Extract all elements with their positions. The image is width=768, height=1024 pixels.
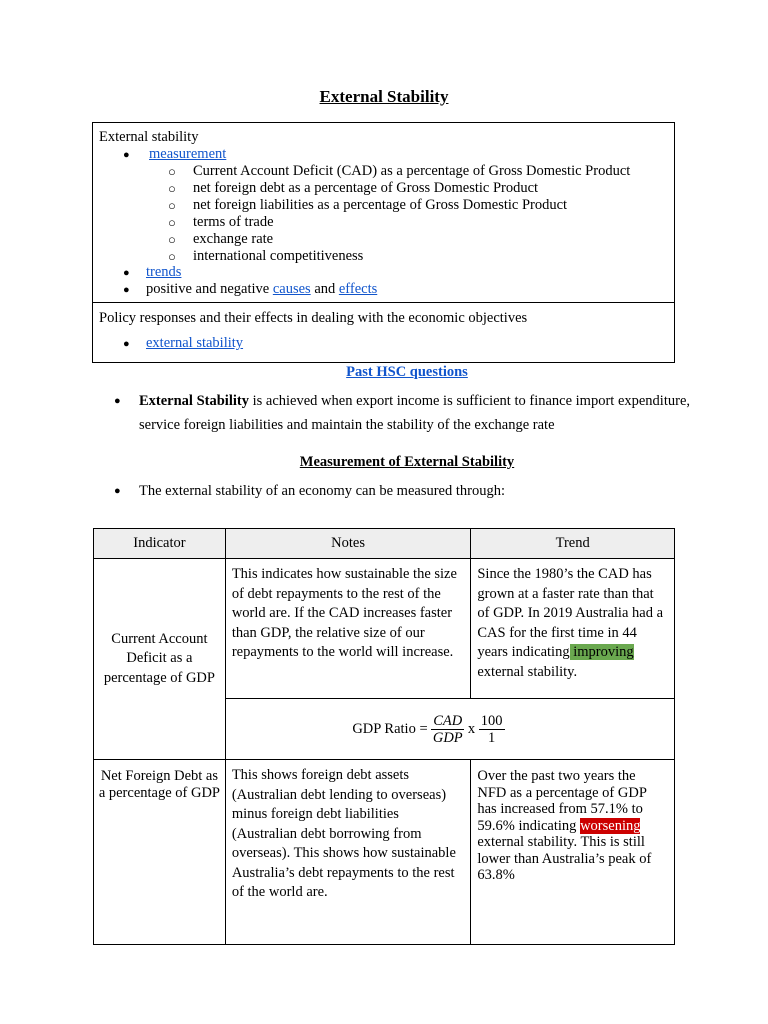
page-title: External Stability: [319, 87, 449, 106]
circle-bullet-icon: ○: [168, 232, 176, 247]
list-item: ○ exchange rate: [168, 231, 274, 247]
definition-term: External Stability: [139, 393, 249, 409]
bullet-icon: ●: [123, 284, 130, 296]
cad-indicator: Current Account Deficit as a percentage of GDP: [94, 559, 226, 760]
list-item: ○ Current Account Deficit (CAD) as a percentage of Gross Domestic Product: [168, 163, 631, 179]
definition-text: is achieved when export income is sufficient to finance import expenditure, service foreign liabilities and maintain the stability of the exchange rate: [139, 393, 691, 433]
circle-bullet-icon: ○: [168, 215, 176, 230]
cad-notes: This indicates how sustainable the size of debt repayments to the rest of the world are. If the CAD increases faster than GDP, the relative size of our repayments to the world will increase.: [225, 559, 471, 699]
bullet-icon: ●: [114, 395, 121, 407]
header-notes: Notes: [225, 529, 471, 559]
list-item: ○ net foreign liabilities as a percentage of Gross Domestic Product: [168, 197, 568, 213]
bullet-icon: ●: [123, 149, 130, 161]
measurement-link[interactable]: measurement: [149, 146, 227, 162]
improving-highlight: improving: [569, 644, 634, 660]
external-stability-link[interactable]: external stability: [146, 335, 244, 351]
nfd-indicator: Net Foreign Debt as a percentage of GDP: [94, 760, 226, 945]
table-row: [94, 559, 675, 699]
list-item: ○ net foreign debt as a percentage of Gross Domestic Product: [168, 180, 539, 196]
effects-line: positive and negative causes and effects: [146, 281, 378, 297]
bullet-icon: ●: [114, 485, 121, 497]
bullet-icon: ●: [123, 338, 130, 350]
table-row: [94, 760, 675, 945]
circle-bullet-icon: ○: [168, 249, 176, 264]
bullet-icon: ●: [123, 267, 130, 279]
policy-item: [123, 335, 130, 353]
trends-link[interactable]: trends: [146, 264, 182, 280]
circle-bullet-icon: ○: [168, 181, 176, 196]
effects-link[interactable]: effects: [338, 281, 378, 297]
definition-paragraph: [139, 389, 699, 437]
cad-trend: Since the 1980’s the CAD has grown at a faster rate than that of GDP. In 2019 Australia had a CAS for the first time in 44 years indicating improving external stability.: [471, 559, 675, 699]
causes-link[interactable]: causes: [272, 281, 311, 297]
measures-list: [168, 163, 668, 265]
syllabus-box: [92, 122, 675, 303]
policy-heading: Policy responses and their effects in dealing with the economic objectives: [99, 310, 528, 326]
policy-box: [92, 302, 675, 363]
list-item: ○ international competitiveness: [168, 248, 364, 264]
past-hsc-questions-link[interactable]: Past HSC questions: [346, 364, 468, 380]
circle-bullet-icon: ○: [168, 198, 176, 213]
measurement-intro: The external stability of an economy can be measured through:: [139, 483, 505, 499]
header-indicator: Indicator: [94, 529, 226, 559]
measurement-item: [123, 146, 130, 164]
table-header-row: [94, 529, 675, 559]
worsening-highlight: worsening: [580, 817, 641, 834]
nfd-trend: Over the past two years the NFD as a percentage of GDP has increased from 57.1% to 59.6% indicating worsening external stability. This is still lower than Australia’s peak of 63.8%: [471, 760, 675, 945]
gdp-ratio-formula: GDP Ratio = $\frac{\text{CAD}}{\text{GDP}}$ x $\frac{100}{1}$: [225, 699, 674, 760]
nfd-notes: This shows foreign debt assets (Australian debt lending to overseas) minus foreign debt liabilities (Australian debt borrowing from overseas). This shows how sustainable Australia’s debt repayments to the rest of the world are.: [225, 760, 471, 945]
trends-item: [123, 264, 130, 282]
circle-bullet-icon: ○: [168, 164, 176, 179]
list-item: ○ terms of trade: [168, 214, 274, 230]
indicators-table: [93, 528, 675, 945]
header-trend: Trend: [471, 529, 675, 559]
effects-item: [123, 281, 130, 299]
measurement-heading: Measurement of External Stability: [299, 454, 515, 470]
syllabus-heading: External stability: [99, 129, 199, 145]
